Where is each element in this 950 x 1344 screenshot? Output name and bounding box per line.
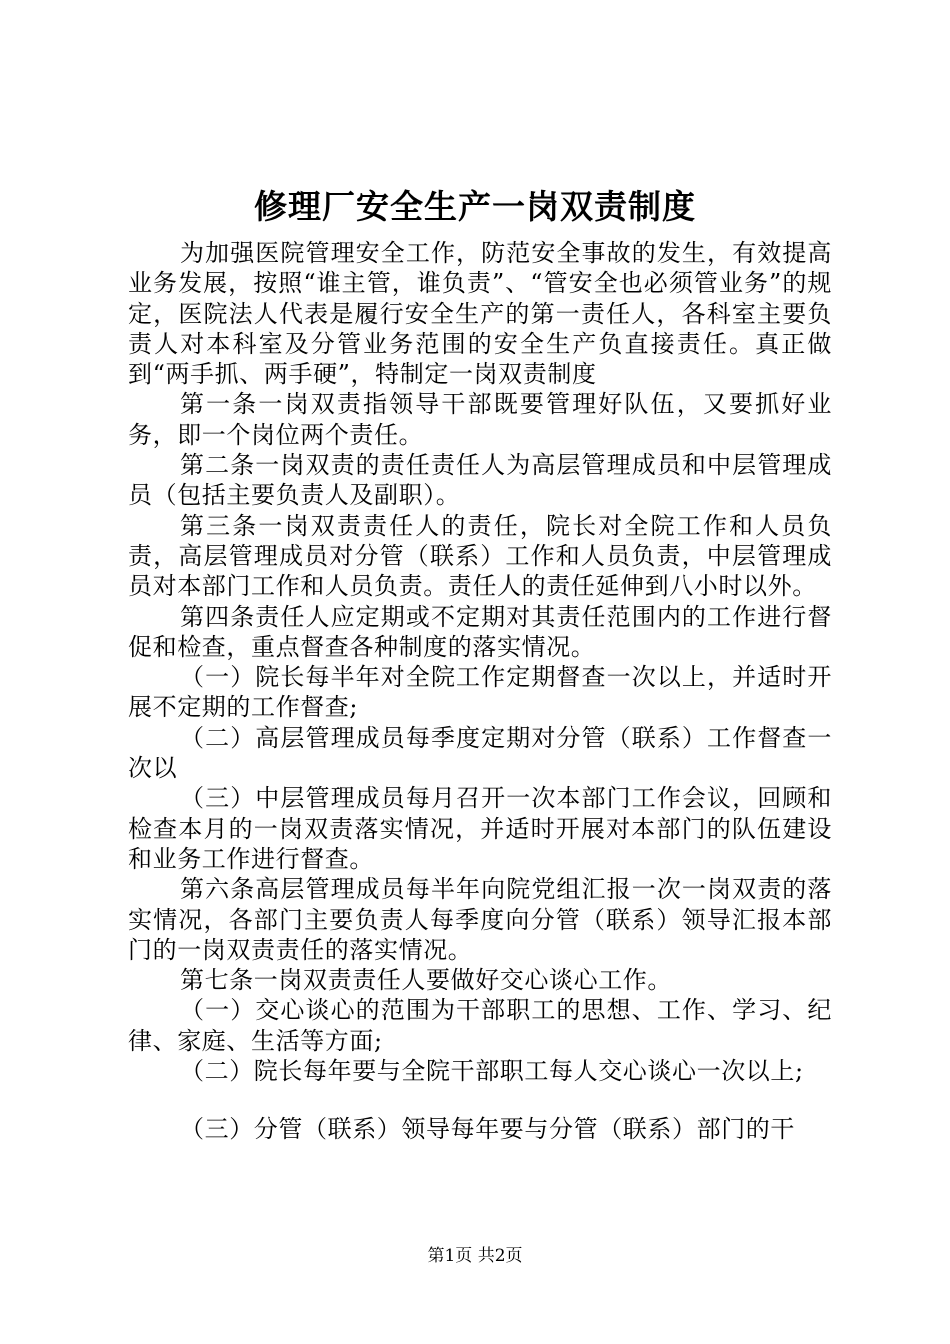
- paragraph-item-7-3: （三）分管（联系）领导每年要与分管（联系）部门的干: [180, 1115, 795, 1144]
- paragraph-article-3: 第三条一岗双责责任人的责任，院长对全院工作和人员负责，高层管理成员对分管（联系）工作和人员负责，中层管理成员对本部门工作和人员负责。责任人的责任延伸到八小时以外。: [128, 511, 832, 601]
- page-number: 第1页 共2页: [427, 1246, 523, 1266]
- paragraph-item-7-2: （二）院长每年要与全院干部职工每人交心谈心一次以上;: [180, 1057, 804, 1086]
- paragraph-intro: 为加强医院管理安全工作，防范安全事故的发生，有效提高业务发展，按照“谁主管，谁负责”、“管安全也必须管业务”的规定，医院法人代表是履行安全生产的第一责任人，各科室主要负责人对本科室及分管业务范围的安全生产负直接责任。真正做到“两手抓、两手硬”，特制定一岗双责制度: [128, 239, 832, 389]
- paragraph-article-7: 第七条一岗双责责任人要做好交心谈心工作。: [180, 966, 672, 995]
- paragraph-article-2: 第二条一岗双责的责任责任人为高层管理成员和中层管理成员（包括主要负责人及副职）。: [128, 451, 832, 510]
- paragraph-article-1: 第一条一岗双责指领导干部既要管理好队伍，又要抓好业务，即一个岗位两个责任。: [128, 390, 832, 449]
- paragraph-item-4-3: （三）中层管理成员每月召开一次本部门工作会议，回顾和检查本月的一岗双责落实情况，并适时开展对本部门的队伍建设和业务工作进行督查。: [128, 784, 832, 873]
- paragraph-item-4-1: （一）院长每半年对全院工作定期督查一次以上，并适时开展不定期的工作督查;: [128, 663, 832, 722]
- paragraph-item-7-1: （一）交心谈心的范围为干部职工的思想、工作、学习、纪律、家庭、生活等方面;: [128, 996, 832, 1055]
- paragraph-item-4-2: （二）高层管理成员每季度定期对分管（联系）工作督查一次以: [128, 723, 832, 783]
- document-title: 修理厂安全生产一岗双责制度: [254, 187, 696, 226]
- document-body: [128, 238, 832, 1145]
- paragraph-article-4: 第四条责任人应定期或不定期对其责任范围内的工作进行督促和检查，重点督查各种制度的落实情况。: [128, 602, 832, 661]
- paragraph-article-6: 第六条高层管理成员每半年向院党组汇报一次一岗双责的落实情况，各部门主要负责人每季度向分管（联系）领导汇报本部门的一岗双责责任的落实情况。: [128, 875, 832, 964]
